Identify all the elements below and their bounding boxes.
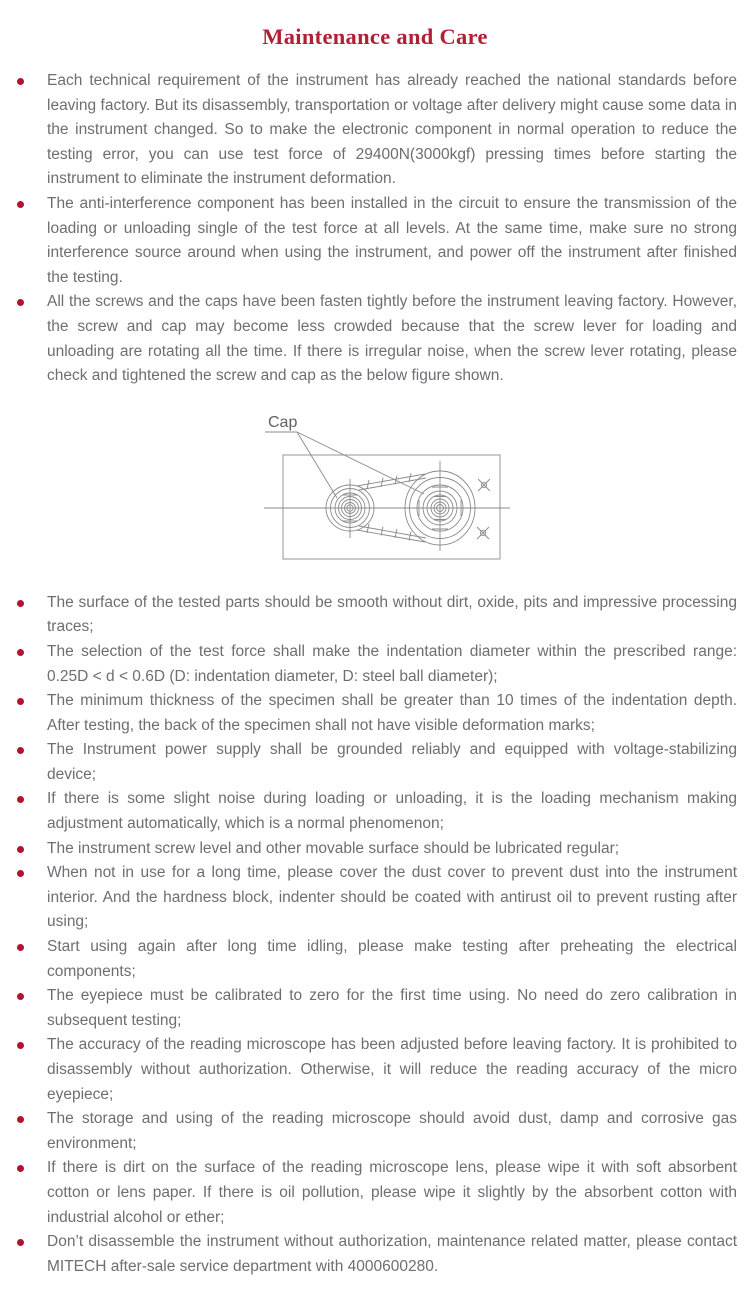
list-item	[14, 1033, 737, 1107]
bullet-icon	[17, 1116, 24, 1123]
bullet-icon	[17, 944, 24, 951]
list-item	[14, 192, 737, 290]
list-item	[14, 1107, 737, 1156]
bullet-text: The eyepiece must be calibrated to zero for the first time using. No need do zero calibration in subsequent testing;	[47, 987, 737, 1029]
list-item	[14, 984, 737, 1033]
list-item	[14, 1156, 737, 1230]
list-item	[14, 738, 737, 787]
screw-marker-top	[478, 479, 490, 491]
bullet-text: When not in use for a long time, please cover the dust cover to prevent dust into the instrument interior. And the hardness block, indenter should be coated with antirust oil to prevent rusting after using;	[47, 864, 737, 931]
cap-label: Cap	[268, 413, 298, 431]
list-item	[14, 861, 737, 935]
bullet-text: The storage and using of the reading microscope should avoid dust, damp and corrosive gas environment;	[47, 1110, 737, 1152]
bullet-text: If there is dirt on the surface of the reading microscope lens, please wipe it with soft absorbent cotton or lens paper. If there is oil pollution, please wipe it slightly by the absorbent cotton with industrial alcohol or ether;	[47, 1159, 737, 1226]
bullet-text: The Instrument power supply shall be grounded reliably and equipped with voltage-stabilizing device;	[47, 741, 737, 783]
bullet-text: Each technical requirement of the instrument has already reached the national standards before leaving factory. But its disassembly, transportation or voltage after delivery might cause some data in the instrument changed. So to make the electronic component in normal operation to reduce the testing error, you can use test force of 29400N(3000kgf) pressing times before starting the instrument to eliminate the instrument deformation.	[47, 72, 737, 188]
housing-rect	[283, 455, 500, 559]
bullet-icon	[17, 1165, 24, 1172]
centerlines	[264, 461, 510, 551]
bullet-text: The accuracy of the reading microscope has been adjusted before leaving factory. It is prohibited to disassembly without authorization. Otherwise, it will reduce the reading accuracy of the micro eyepiece;	[47, 1036, 737, 1103]
bullet-icon	[17, 299, 24, 306]
belt	[357, 473, 426, 542]
bullet-text: Start using again after long time idling, please make testing after preheating the electrical components;	[47, 938, 737, 980]
bullet-icon	[17, 747, 24, 754]
list-item	[14, 640, 737, 689]
list-item	[14, 689, 737, 738]
screw-marker-bottom	[477, 527, 489, 539]
list-item	[14, 837, 737, 862]
bullet-list-bottom	[0, 591, 750, 1280]
bullet-icon	[17, 78, 24, 85]
bullet-icon	[17, 649, 24, 656]
bullet-text: The minimum thickness of the specimen shall be greater than 10 times of the indentation depth. After testing, the back of the specimen shall not have visible deformation marks;	[47, 692, 737, 734]
list-item	[14, 591, 737, 640]
list-item	[14, 290, 737, 388]
figure-belt-drive-diagram	[238, 403, 550, 575]
bullet-icon	[17, 870, 24, 877]
page-title: Maintenance and Care	[262, 24, 488, 49]
bullet-icon	[17, 698, 24, 705]
bullet-icon	[17, 201, 24, 208]
bullet-text: The surface of the tested parts should be smooth without dirt, oxide, pits and impressive processing traces;	[47, 593, 737, 636]
cap-leader-lines	[265, 432, 424, 498]
bullet-icon	[17, 600, 24, 607]
bullet-text: The selection of the test force shall make the indentation diameter within the prescribed range: 0.25D < d < 0.6D (D: indentation diameter, D: steel ball diameter);	[47, 642, 737, 685]
bullet-text: Don’t disassemble the instrument without authorization, maintenance related matter, please contact MITECH after-sale service department with 4000600280.	[47, 1233, 737, 1275]
list-item	[14, 787, 737, 836]
bullet-text: All the screws and the caps have been fasten tightly before the instrument leaving factory. However, the screw and cap may become less crowded because that the screw lever for loading and unloading are rotating all the time. If there is irregular noise, when the screw lever rotating, please check and tightened the screw and cap as the below figure shown.	[47, 293, 737, 385]
bullet-icon	[17, 796, 24, 803]
belt-drive-diagram	[238, 403, 550, 575]
bullet-icon	[17, 1239, 24, 1246]
bullet-text: If there is some slight noise during loading or unloading, it is the loading mechanism making adjustment automatically, which is a normal phenomenon;	[47, 790, 737, 833]
list-item	[14, 69, 737, 192]
list-item	[14, 935, 737, 984]
bullet-icon	[17, 1042, 24, 1049]
bullet-text: The instrument screw level and other movable surface should be lubricated regular;	[47, 839, 620, 857]
bullet-text: The anti-interference component has been installed in the circuit to ensure the transmission of the loading or unloading single of the test force at all levels. At the same time, make sure no strong interference source around when using the instrument, and power off the instrument after finished the testing.	[47, 194, 737, 286]
list-item	[14, 1230, 737, 1279]
bullet-icon	[17, 993, 24, 1000]
bullet-list-top	[0, 69, 750, 389]
bullet-icon	[17, 846, 24, 853]
